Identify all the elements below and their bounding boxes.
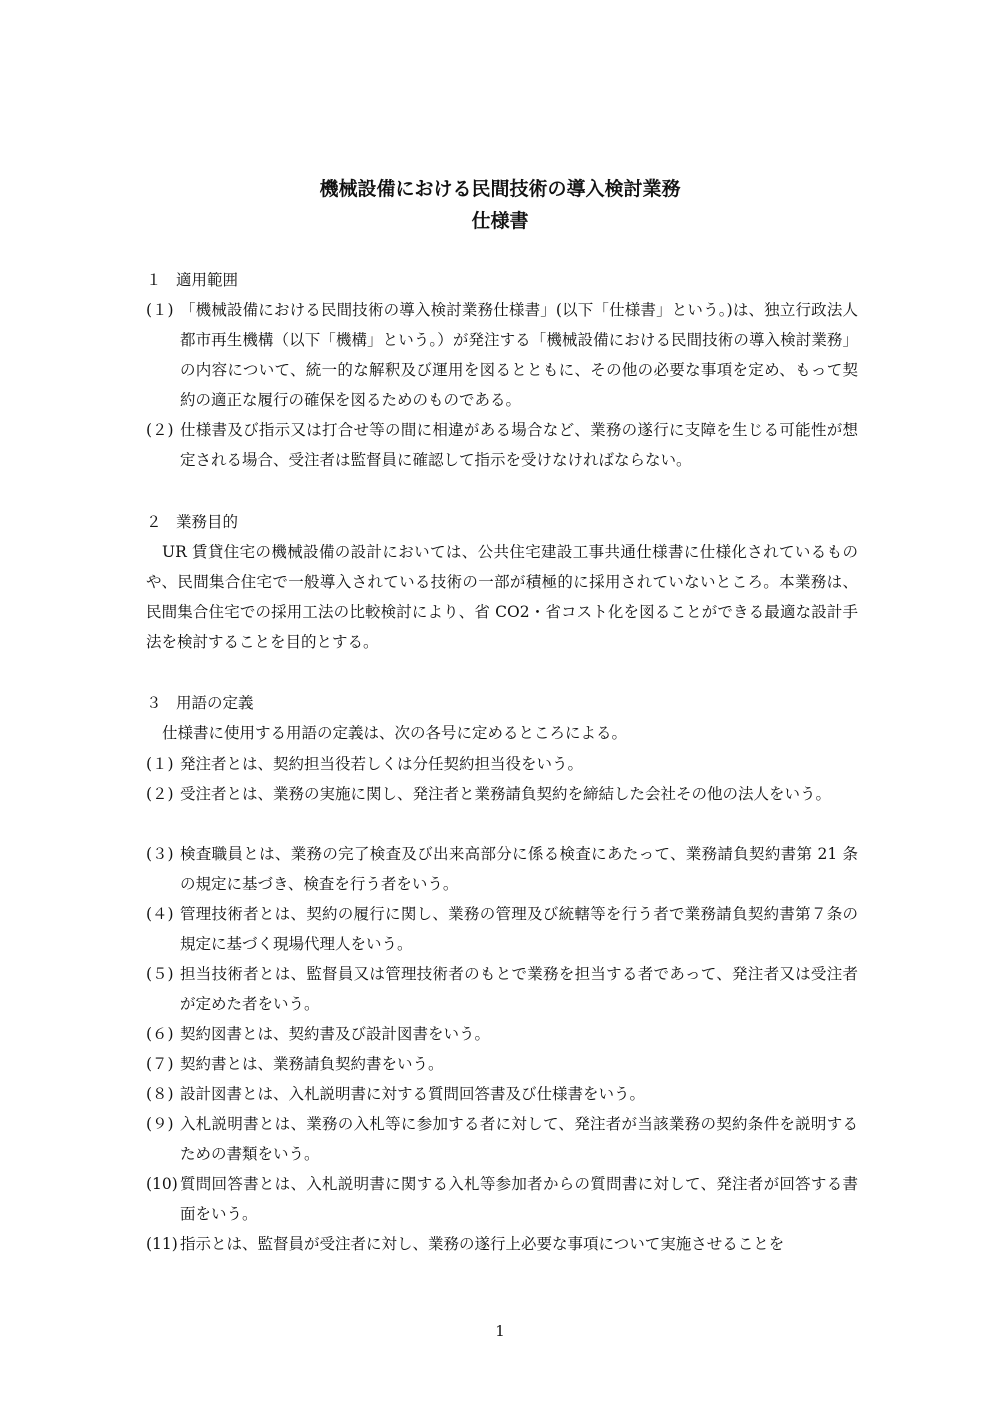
list-item bbox=[146, 1079, 858, 1109]
item-label: (10) bbox=[146, 1175, 178, 1193]
section-paragraph: UR 賃貸住宅の機械設備の設計においては、公共住宅建設工事共通仕様書に仕様化されているものや、民間集合住宅で一般導入されている技術の一部が積極的に採用されていないところ。本業務は、民間集合住宅での採用工法の比較検討により、省 CO2・省コスト化を図ることができる最適な設計手法を検討することを目的とする。 bbox=[146, 543, 858, 651]
list-item bbox=[146, 749, 858, 779]
item-text: 発注者とは、契約担当役若しくは分任契約担当役をいう。 bbox=[180, 755, 584, 773]
item-label: (９) bbox=[146, 1115, 174, 1133]
item-label: (６) bbox=[146, 1025, 174, 1043]
item-text: 検査職員とは、業務の完了検査及び出来高部分に係る検査にあたって、業務請負契約書第 21 条の規定に基づき、検査を行う者をいう。 bbox=[180, 845, 858, 893]
item-text: 契約書とは、業務請負契約書をいう。 bbox=[180, 1055, 444, 1073]
item-text: 質問回答書とは、入札説明書に関する入札等参加者からの質問書に対して、発注者が回答する書面をいう。 bbox=[180, 1175, 858, 1223]
page-number: 1 bbox=[495, 1322, 505, 1340]
list-item bbox=[146, 1019, 858, 1049]
section-intro: 仕様書に使用する用語の定義は、次の各号に定めるところによる。 bbox=[162, 724, 628, 742]
item-text: 設計図書とは、入札説明書に対する質問回答書及び仕様書をいう。 bbox=[180, 1085, 646, 1103]
section-number: ３ bbox=[146, 694, 162, 712]
section-title: 業務目的 bbox=[176, 513, 239, 531]
section-title: 用語の定義 bbox=[176, 694, 254, 712]
item-text: 管理技術者とは、契約の履行に関し、業務の管理及び統轄等を行う者で業務請負契約書第７条の規定に基づく現場代理人をいう。 bbox=[180, 905, 858, 953]
item-label: (５) bbox=[146, 965, 174, 983]
item-text: 仕様書及び指示又は打合せ等の間に相違がある場合など、業務の遂行に支障を生じる可能性が想定される場合、受注者は監督員に確認して指示を受けなければならない。 bbox=[180, 421, 858, 469]
list-item bbox=[146, 1109, 858, 1169]
list-item bbox=[146, 1049, 858, 1079]
document-title: 機械設備における民間技術の導入検討業務 bbox=[319, 178, 681, 200]
item-label: (３) bbox=[146, 845, 174, 863]
item-text: 受注者とは、業務の実施に関し、発注者と業務請負契約を締結した会社その他の法人をいう。 bbox=[180, 785, 832, 803]
section-heading-2 bbox=[146, 507, 238, 537]
item-label: (４) bbox=[146, 905, 174, 923]
list-item bbox=[146, 1169, 858, 1229]
item-text: 契約図書とは、契約書及び設計図書をいう。 bbox=[180, 1025, 491, 1043]
item-text: 指示とは、監督員が受注者に対し、業務の遂行上必要な事項について実施させることを bbox=[180, 1235, 785, 1253]
item-label: (８) bbox=[146, 1085, 174, 1103]
section-heading-1 bbox=[146, 265, 238, 295]
section-title: 適用範囲 bbox=[176, 271, 239, 289]
list-item bbox=[146, 839, 858, 899]
list-item bbox=[146, 779, 858, 809]
item-text: 「機械設備における民間技術の導入検討業務仕様書」(以下「仕様書」という。)は、独立行政法人都市再生機構（以下「機構」という。）が発注する「機械設備における民間技術の導入検討業務」の内容について、統一的な解釈及び運用を図るとともに、その他の必要な事項を定め、もって契約の適正な履行の確保を図るためのものである。 bbox=[180, 301, 858, 409]
item-label: (１) bbox=[146, 301, 174, 319]
list-item bbox=[146, 295, 858, 415]
section-number: ２ bbox=[146, 513, 162, 531]
list-item bbox=[146, 899, 858, 959]
item-label: (２) bbox=[146, 785, 174, 803]
list-item bbox=[146, 415, 858, 475]
item-label: (２) bbox=[146, 421, 174, 439]
document-subtitle: 仕様書 bbox=[471, 210, 529, 232]
list-item bbox=[146, 1229, 858, 1259]
item-text: 入札説明書とは、業務の入札等に参加する者に対して、発注者が当該業務の契約条件を説明するための書類をいう。 bbox=[180, 1115, 858, 1163]
section-heading-3 bbox=[146, 688, 254, 718]
item-label: (７) bbox=[146, 1055, 174, 1073]
item-text: 担当技術者とは、監督員又は管理技術者のもとで業務を担当する者であって、発注者又は受注者が定めた者をいう。 bbox=[180, 965, 858, 1013]
item-label: (１) bbox=[146, 755, 174, 773]
item-label: (11) bbox=[146, 1235, 178, 1253]
section-number: １ bbox=[146, 271, 162, 289]
list-item bbox=[146, 959, 858, 1019]
